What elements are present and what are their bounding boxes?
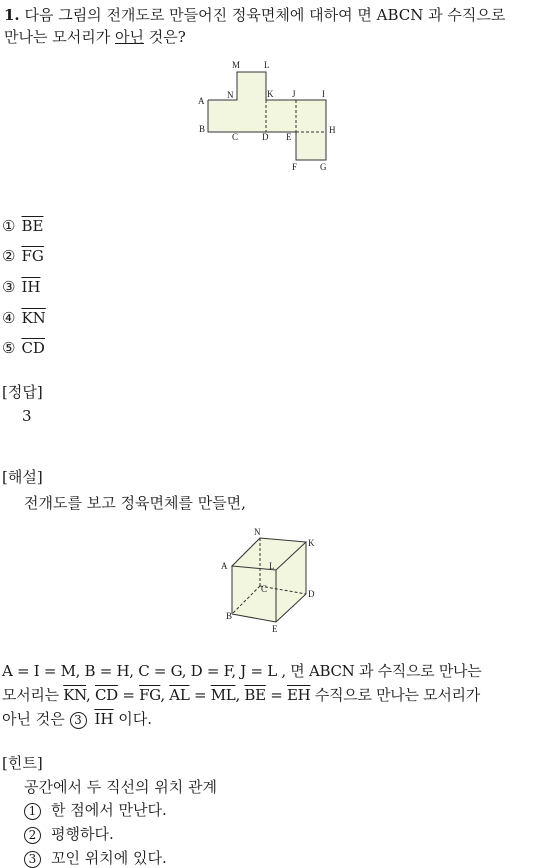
segment-ml: $\overline{ML}$ [210,686,236,704]
expl-text-d: 이다. [113,710,153,728]
segment-cd: $\overline{CD}$ [94,686,118,704]
net-label-E: E [286,132,292,142]
answer-title: [정답] [2,383,43,401]
choice-5-mark: ⑤ [2,339,16,357]
question-underlined-word: 아닌 [114,28,144,46]
cube-label-D: D [308,589,315,599]
cube-label-L: L [269,561,275,571]
segment-eh: $\overline{EH}$ [286,686,311,704]
question-line-1 [4,4,505,25]
cube-label-E: E [272,624,278,634]
choice-2-mark: ② [2,247,16,265]
net-label-D: D [262,132,269,142]
hint-item-2 [24,823,114,844]
net-label-C: C [232,132,239,142]
cube-label-K: K [308,538,315,548]
answer-circle-3: 3 [70,712,87,729]
segment-kn: $\overline{KN}$ [63,686,87,704]
cube-label-A: A [221,561,228,571]
choice-1-text: $\overline{BE}$ [21,217,44,235]
net-faces [208,72,326,160]
expl-sep-1: , [86,686,95,704]
cube-net-diagram [190,56,350,180]
question-number: 1. [4,6,20,24]
net-label-K: K [267,89,274,99]
choice-2-text: $\overline{FG}$ [21,247,44,265]
hint-item-1-num: 1 [24,803,41,820]
expl-eq-2: = [189,686,211,704]
hint-item-3-num: 3 [24,851,41,868]
question-line-2 [4,26,186,47]
hint-item-2-num: 2 [24,827,41,844]
choice-5-text: $\overline{CD}$ [21,339,45,357]
segment-be: $\overline{BE}$ [244,686,266,704]
net-label-I: I [322,89,325,99]
explanation-line-2 [2,684,480,705]
net-label-G: G [320,162,327,172]
hint-item-1 [24,799,167,820]
net-label-F: F [292,162,298,172]
choice-4-mark: ④ [2,309,16,327]
cube-label-N: N [254,527,261,537]
segment-ih: $\overline{IH}$ [94,710,114,728]
answer-value: 3 [22,407,32,425]
hint-intro: 공간에서 두 직선의 위치 관계 [24,778,217,796]
cube-diagram [216,524,320,636]
net-label-H: H [329,125,336,135]
segment-al: $\overline{AL}$ [169,686,190,704]
question-text: 다음 그림의 전개도로 만들어진 정육면체에 대하여 면 ABCN 과 수직으로 [24,6,506,24]
explanation-line-1: A = I = M, B = H, C = G, D = F, J = L , 면 ABCN 과 수직으로 만나는 [2,662,482,680]
net-label-N: N [227,90,234,100]
expl-sep-3: , [235,686,245,704]
expl-text-b: 수직으로 만나는 모서리가 [310,686,480,704]
cube-label-B: B [226,611,233,621]
net-label-M: M [232,60,241,70]
choice-1-mark: ① [2,217,16,235]
segment-fg: $\overline{FG}$ [139,686,161,704]
choice-3-text: $\overline{IH}$ [21,278,41,296]
net-label-J: J [292,89,296,99]
hint-item-1-text: 한 점에서 만난다. [51,801,167,819]
expl-text-c: 아닌 것은 [2,710,70,728]
explanation-line-3 [2,708,152,729]
explanation-intro: 전개도를 보고 정육면체를 만들면, [24,494,246,512]
net-label-L: L [264,60,270,70]
choice-3-mark: ③ [2,278,16,296]
hint-item-2-text: 평행하다. [51,825,114,843]
cube-label-C: C [261,584,268,594]
choice-4-text: $\overline{KN}$ [21,309,46,327]
expl-text-a: 모서리는 [2,686,64,704]
choice-5[interactable] [2,339,45,357]
cube-faces [232,538,306,622]
expl-eq-3: = [265,686,287,704]
expl-eq-1: = [117,686,140,704]
hint-title: [힌트] [2,754,43,772]
question-text-2a: 만나는 모서리가 [4,28,115,46]
choice-3[interactable] [2,278,40,296]
expl-sep-2: , [160,686,170,704]
hint-item-3 [24,847,167,868]
choice-4[interactable] [2,309,46,327]
net-label-B: B [199,124,206,134]
choice-2[interactable] [2,247,44,265]
hint-item-3-text: 꼬인 위치에 있다. [51,849,167,867]
explanation-title: [해설] [2,468,43,486]
choice-1[interactable] [2,217,43,235]
net-label-A: A [198,96,205,106]
question-text-2b: 것은? [143,28,186,46]
